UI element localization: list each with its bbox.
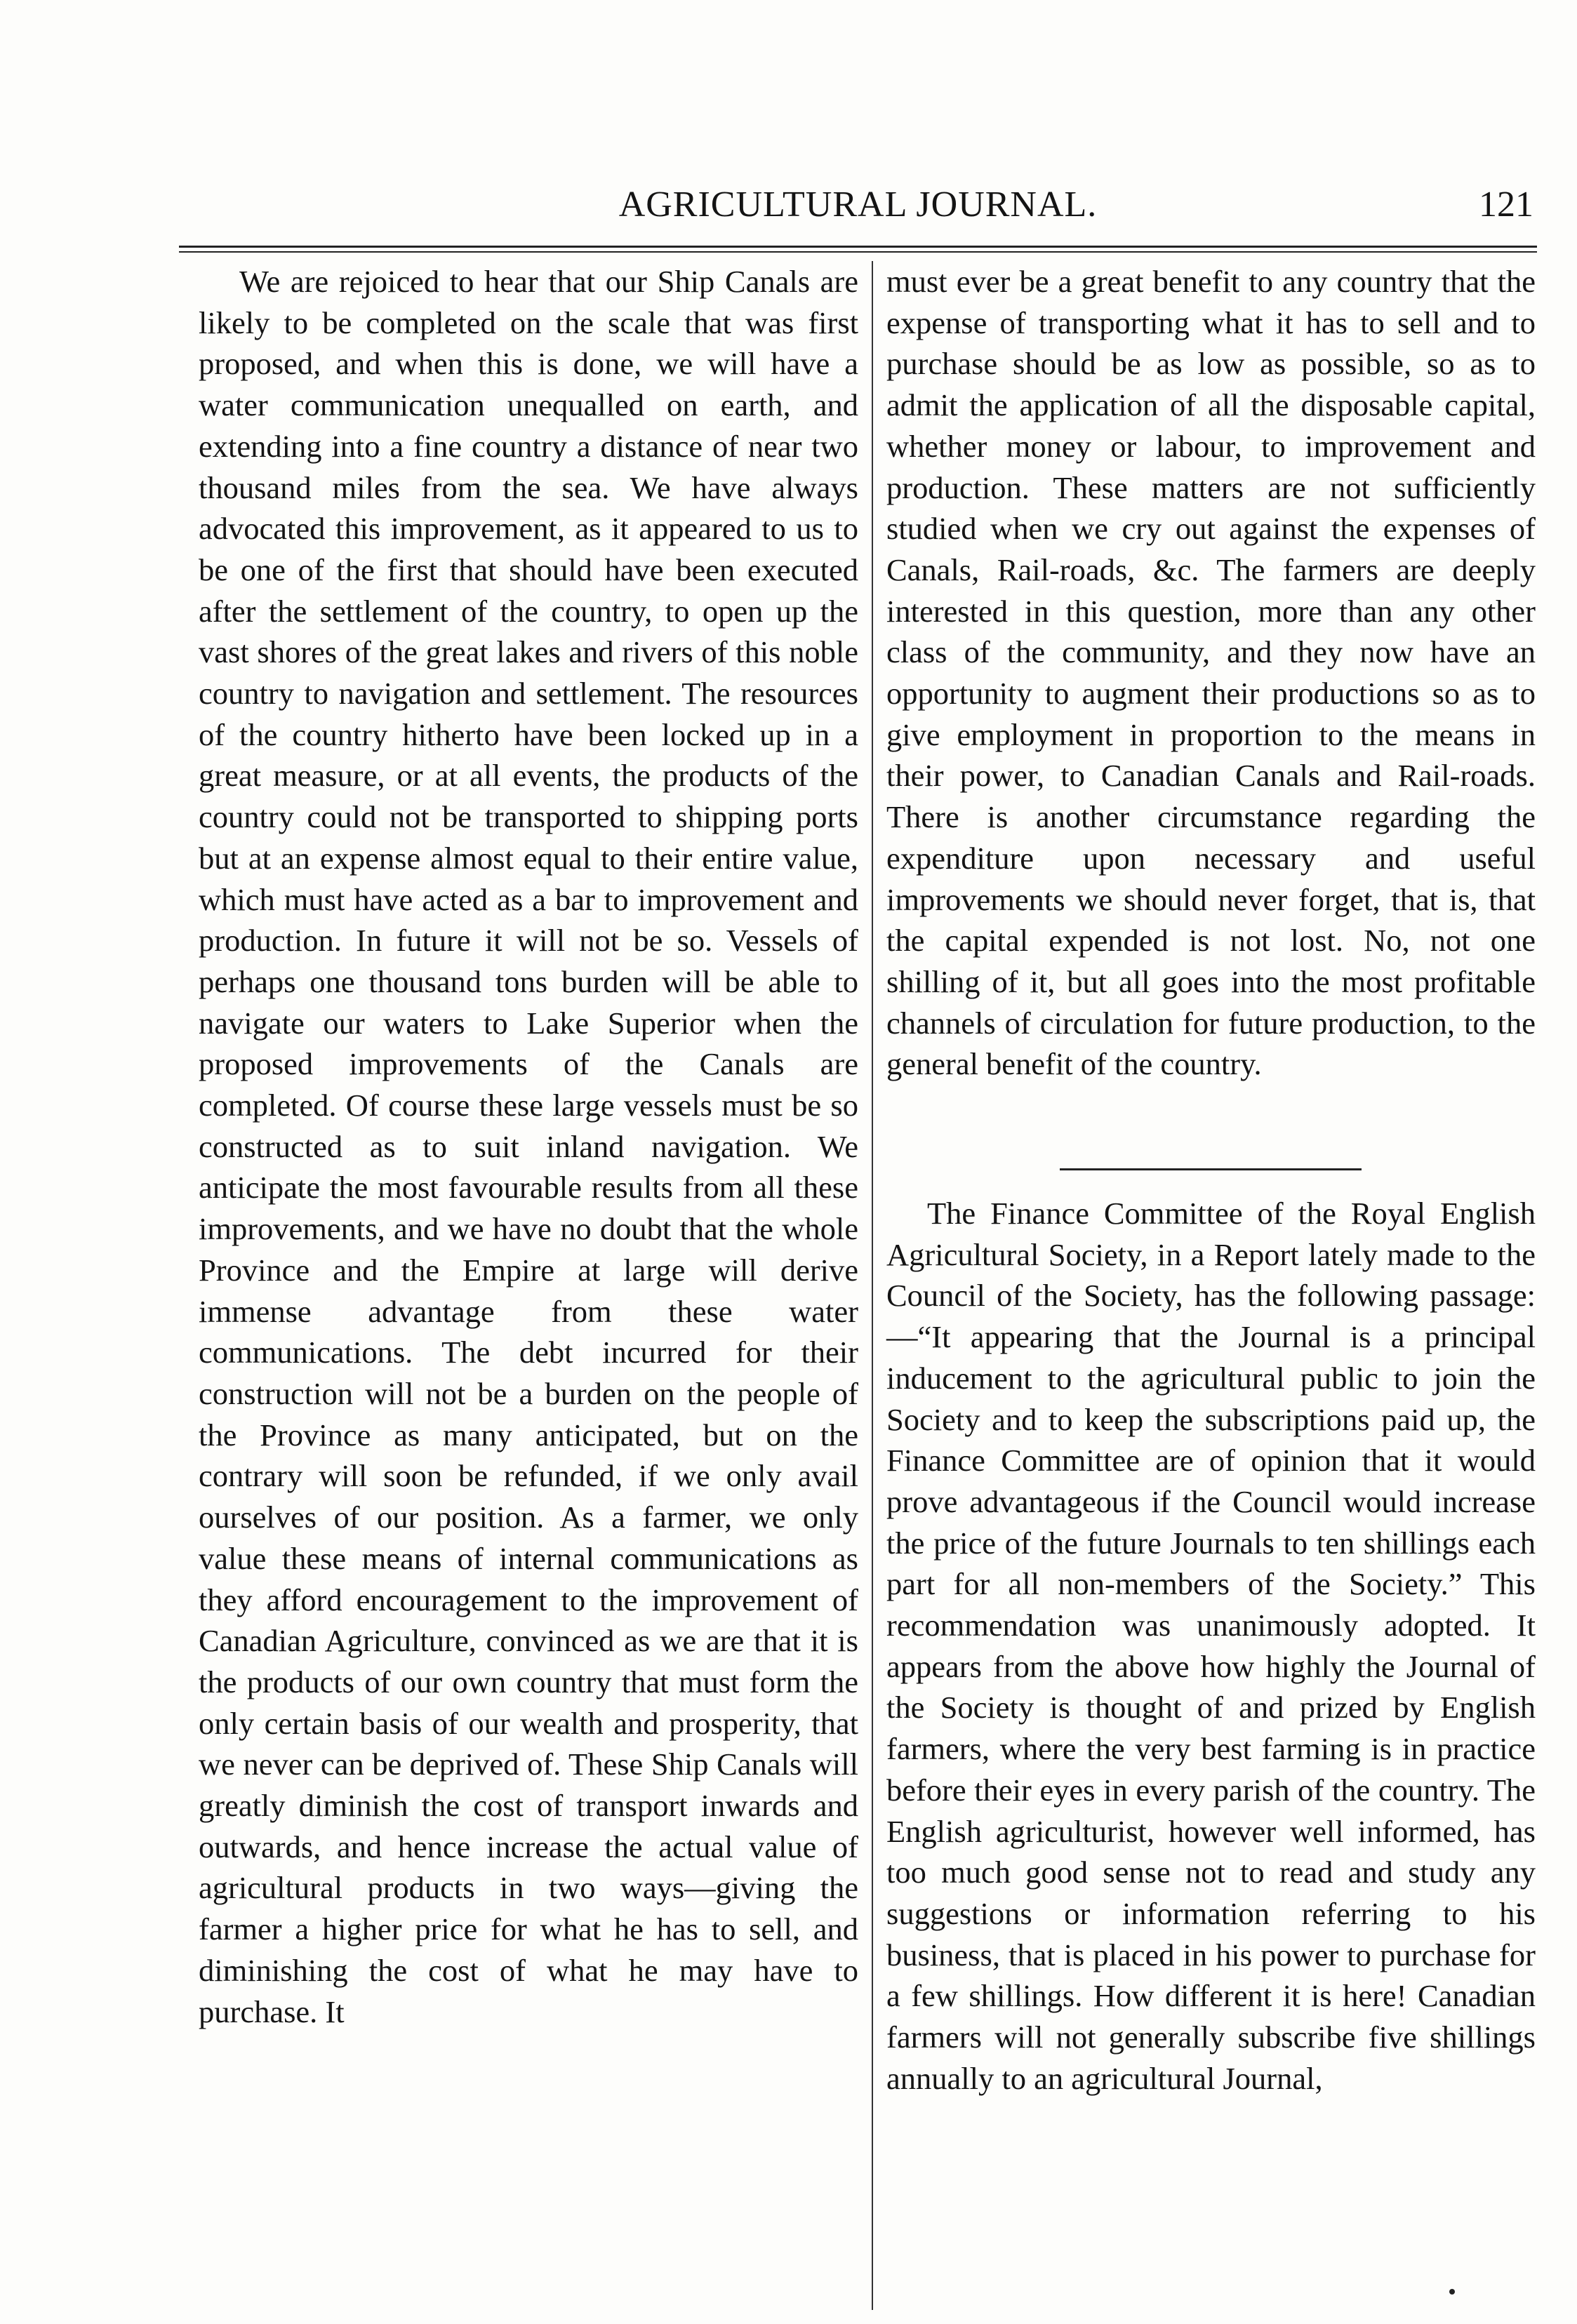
print-mark <box>1449 2289 1455 2295</box>
section-divider-rule <box>1060 1168 1362 1170</box>
running-title: AGRICULTURAL JOURNAL. <box>618 185 1098 225</box>
canals-paragraph-continuation: must ever be a great benefit to any country that the expense of transporting what it has to sell and to purchase should be as low as possible, so as to admit the application of all the disposable capital, whether money or labour, to improvement and production. These matters are not sufficiently studied when we cry out against the expenses of Canals, Rail-roads, &c. The farmers are deeply interested in this question, more than any other class of the community, and they now have an opportunity to augment their productions so as to give employment in proportion to the means in their power, to Canadian Canals and Rail-roads. There is another circumstance regarding the expenditure upon necessary and useful improvements we should never forget, that is, that the capital expended is not lost. No, not one shilling of it, but all goes into the most profitable channels of circulation for future production, to the general benefit of the country. <box>886 264 1536 1082</box>
column-divider <box>872 261 873 2310</box>
finance-section <box>886 1193 1536 2099</box>
left-column <box>199 261 858 2032</box>
right-column <box>886 261 1536 1085</box>
canals-paragraph: We are rejoiced to hear that our Ship Canals are likely to be completed on the scale that was first proposed, and when this is done, we will have a water communication unequalled on earth, and extending into a fine country a distance of near two thousand miles from the sea. We have always advocated this improvement, as it appeared to us to be one of the first that should have been executed after the settlement of the country, to open up the vast shores of the great lakes and rivers of this noble country to navigation and settlement. The resources of the country hitherto have been locked up in a great measure, or at all events, the products of the country could not be transported to shipping ports but at an expense almost equal to their entire value, which must have acted as a bar to improvement and production. In future it will not be so. Vessels of perhaps one thousand tons burden will be able to navigate our waters to Lake Superior when the proposed improvements of the Canals are completed. Of course these large vessels must be so constructed as to suit inland navigation. We anticipate the most favourable results from all these improvements, and we have no doubt that the whole Province and the Empire at large will derive immense advantage from these water communications. The debt incurred for their construction will not be a burden on the people of the Province as many anticipated, but on the contrary will soon be refunded, if we only avail ourselves of our position. As a farmer, we only value these means of internal communications as they afford encouragement to the improvement of Canadian Agriculture, convinced as we are that it is the products of our own country that must form the only certain basis of our wealth and prosperity, that we never can be deprived of. These Ship Canals will greatly diminish the cost of transport inwards and outwards, and hence increase the actual value of agricultural products in two ways—giving the farmer a higher price for what he has to sell, and diminishing the cost of what he may have to purchase. It <box>199 264 858 2029</box>
page-header <box>182 184 1533 240</box>
finance-committee-paragraph: The Finance Committee of the Royal English Agricultural Society, in a Report lately made to the Council of the Society, has the following passage:—“It appearing that the Journal is a principal inducement to the agricultural public to join the Society and to keep the subscriptions paid up, the Finance Committee are of opinion that it would prove advantageous if the Council would increase the price of the future Journals to ten shillings each part for all non-members of the Society.” This recommendation was unanimously adopted. It appears from the above how highly the Journal of the Society is thought of and prized by English farmers, where the very best farming is in practice before their eyes in every parish of the country. The English agriculturist, however well informed, has too much good sense not to read and study any suggestions or information referring to his business, that is placed in his power to purchase for a few shillings. How different it is here! Canadian farmers will not generally subscribe five shillings annually to an agricultural Journal, <box>886 1196 1536 2096</box>
page-number: 121 <box>1479 185 1533 225</box>
header-rule <box>179 246 1537 248</box>
header-rule-double <box>179 251 1537 253</box>
